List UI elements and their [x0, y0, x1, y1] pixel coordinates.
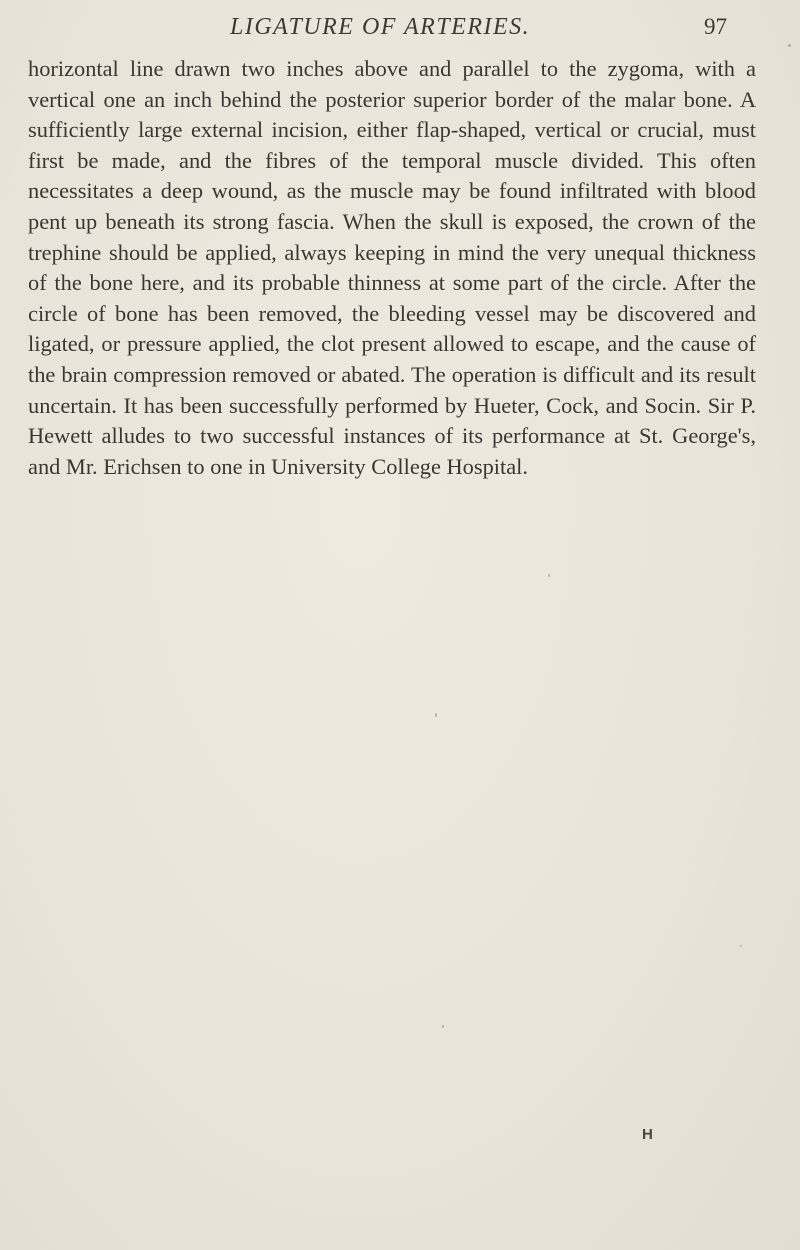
paper-speck	[435, 713, 437, 717]
signature-mark: H	[642, 1126, 653, 1143]
running-head	[0, 14, 800, 50]
paper-speck	[548, 574, 550, 577]
running-title: LIGATURE OF ARTERIES.	[230, 14, 531, 40]
paper-speck	[442, 1025, 444, 1028]
page-number: 97	[704, 14, 727, 39]
body-paragraph: horizontal line drawn two inches above and parallel to the zygoma, with a vertical one an inch behind the posterior superior border of the malar bone. A sufficiently large external incision, either flap-shaped, vertical or crucial, must first be made, and the fibres of the temporal muscle divided. This often necessitates a deep wound, as the muscle may be found infiltrated with blood pent up beneath its strong fascia. When the skull is exposed, the crown of the trephine should be applied, always keeping in mind the very unequal thickness of the bone here, and its probable thinness at some part of the circle. After the circle of bone has been removed, the bleeding vessel may be discovered and ligated, or pressure applied, the clot present allowed to escape, and the cause of the brain compression removed or abated. The operation is difficult and its result uncertain. It has been successfully performed by Hueter, Cock, and Socin. Sir P. Hewett alludes to two successful instances of its performance at St. George's, and Mr. Erichsen to one in University College Hospital.	[28, 56, 756, 479]
paper-speck	[740, 945, 742, 947]
paper-speck	[788, 44, 791, 47]
